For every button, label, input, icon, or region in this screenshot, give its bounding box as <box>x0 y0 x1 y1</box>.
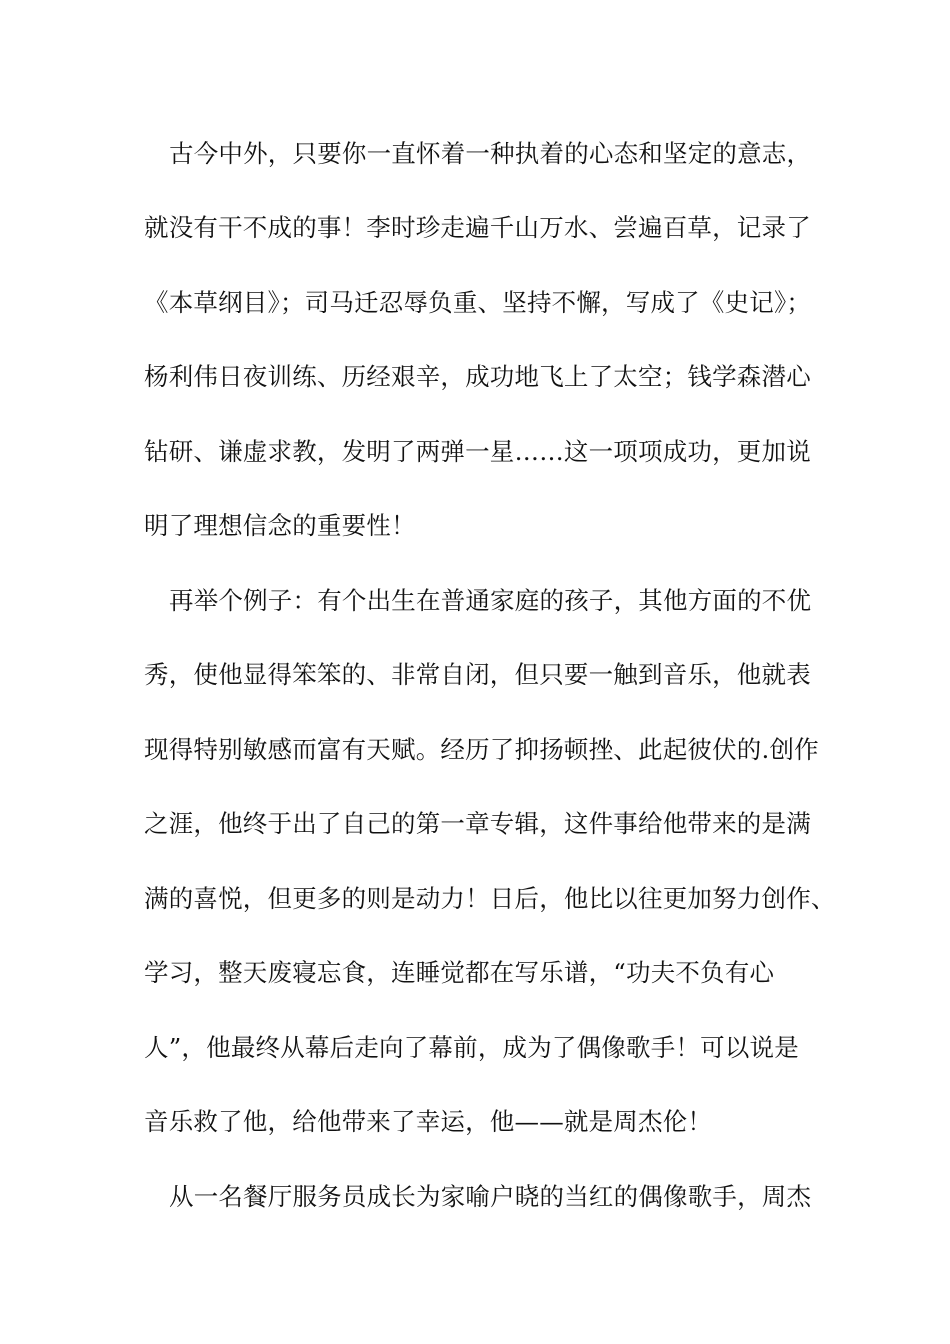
paragraph-1-line-2: 就没有干不成的事！李时珍走遍千山万水、尝遍百草，记录了 <box>144 213 811 242</box>
paragraph-2-line-4: 之涯，他终于出了自己的第一章专辑，这件事给他带来的是满 <box>144 809 811 838</box>
paragraph-2-line-8: 音乐救了他，给他带来了幸运，他——就是周杰伦！ <box>144 1107 713 1136</box>
paragraph-1-line-5: 钻研、谦虚求教，发明了两弹一星……这一项项成功，更加说 <box>144 437 811 466</box>
paragraph-2-line-5: 满的喜悦，但更多的则是动力！日后，他比以往更加努力创作、 <box>144 884 836 913</box>
paragraph-2-line-3: 现得特别敏感而富有天赋。经历了抑扬顿挫、此起彼伏的.创作 <box>144 735 819 764</box>
paragraph-2-line-7: 人”，他最终从幕后走向了幕前，成为了偶像歌手！可以说是 <box>144 1033 799 1062</box>
paragraph-1-line-6: 明了理想信念的重要性！ <box>144 511 416 540</box>
paragraph-1-line-1: 古今中外，只要你一直怀着一种执着的心态和坚定的意志， <box>169 139 812 168</box>
paragraph-2-line-6: 学习，整天废寝忘食，连睡觉都在写乐谱，“功夫不负有心 <box>144 958 775 987</box>
paragraph-1-line-4: 杨利伟日夜训练、历经艰辛，成功地飞上了太空；钱学森潜心 <box>144 362 811 391</box>
paragraph-3-line-1: 从一名餐厅服务员成长为家喻户晓的当红的偶像歌手，周杰 <box>169 1182 812 1211</box>
paragraph-2-line-2: 秀，使他显得笨笨的、非常自闭，但只要一触到音乐，他就表 <box>144 660 811 689</box>
paragraph-1-line-3: 《本草纲目》；司马迁忍辱负重、坚持不懈，写成了《史记》； <box>144 288 812 317</box>
paragraph-2-line-1: 再举个例子：有个出生在普通家庭的孩子，其他方面的不优 <box>169 586 812 615</box>
